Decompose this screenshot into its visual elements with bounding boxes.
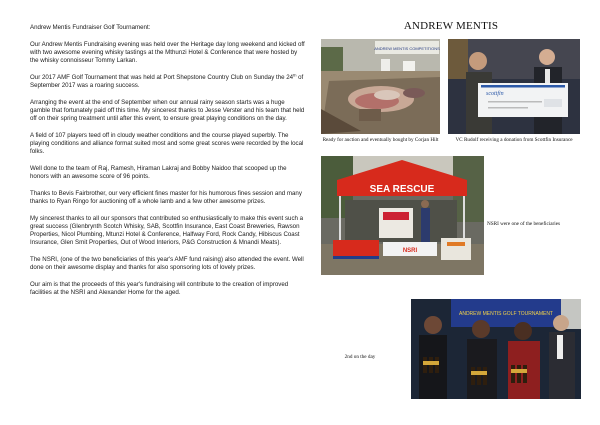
nsri-tent-photo (321, 156, 484, 275)
paragraph-text: Our 2017 AMF Golf Tournament that was held at Port Shepstone Country Club on Sunday the 24 (30, 74, 294, 82)
article-paragraph: My sincerest thanks to all our sponsors that contributed so enthusiastically to make this event such a great success (Glenbrynth Scotch Whisky, SAB, Scottfin Insurance, East Coast Breweries, Rawson Properties, Nicol Plumbing, Mtunzi Hotel & Conference, Halfway Ford, Rock Candy, Hibiscus Coast Insurance, Glen Smit Properties, Out of Wood Interiors, P&G Construction & Mnandi Meats). (30, 214, 304, 246)
winners-illustration (411, 299, 581, 399)
article-title: Andrew Mentis Fundraiser Golf Tournament: (30, 24, 151, 31)
article-paragraph: Thanks to Bevis Fairbrother, our very efficient fines master for his humorous fines session and many thanks to Ryan Ringo for auctioning off a whole lamb and a few other awesome prizes. (30, 189, 302, 205)
article-paragraph (30, 74, 306, 90)
cheque-logo: scottfin (486, 91, 504, 97)
article-paragraph: The NSRI, (one of the two beneficiaries of this year's AMF fund raising) also attended the event. Well done on their awesome display and thanks for also sponsoring lots of lovely prizes. (30, 255, 304, 271)
tent-banner: NSRI (402, 248, 418, 254)
winners-caption: 2nd on the day (344, 354, 376, 360)
article-paragraph: Arranging the event at the end of September when our annual rainy season starts was a huge gamble that fortunately paid off this time. My sincerest thanks to Jesse Verster and his team that held off on their spring treatment until after this event, to ensure great playing conditions on the day. (30, 98, 305, 123)
lamb-auction-illustration (321, 39, 440, 134)
gallery-title: ANDREW MENTIS (403, 20, 499, 32)
nsri-tent-illustration (321, 156, 484, 275)
article-paragraph: Our Andrew Mentis Fundraising evening was held over the Heritage day long weekend and kicked off with two awesome evening whisky tastings at the Mthunzi Hotel & Conference that were hosted by the whisky connoisseur Tommy Larkan. (30, 41, 305, 65)
lamb-caption: Ready for auction and eventually bought by Corjan Hilt (322, 137, 439, 143)
paragraph-text: of September 2017 was a roaring success. (30, 74, 304, 90)
winners-photo (411, 299, 581, 399)
article-paragraph: Well done to the team of Raj, Ramesh, Hiraman Lakraj and Bobby Naidoo that scooped up the honors with an awesome score of 96 points. (30, 164, 287, 180)
podium-banner: ANDREW MENTIS GOLF TOURNAMENT (459, 311, 553, 317)
tent-sign: SEA RESCUE (369, 184, 435, 195)
article-paragraph: Our aim is that the proceeds of this year's fundraising will contribute to the creation of improved facilities at the NSRI and Alexander Home for the aged. (30, 280, 289, 296)
ordinal-suffix: th (293, 72, 297, 78)
article-paragraph: A field of 107 players teed off in cloudy weather conditions and the course played superbly. The playing conditions and alliance format suited most and some great scores were recorded by the local folks. (30, 131, 304, 156)
article (30, 24, 306, 305)
cheque-caption: VC Rudolf receiving a donation from Scottfin Insurance (455, 137, 573, 143)
cheque-presentation-photo (448, 39, 580, 134)
cheque-presentation-illustration (448, 39, 580, 134)
nsri-caption: NSRI were one of the beneficiaries (487, 221, 561, 227)
banner-text: ANDREW MENTIS COMPETITIONS (374, 46, 440, 51)
lamb-auction-photo (321, 39, 440, 134)
